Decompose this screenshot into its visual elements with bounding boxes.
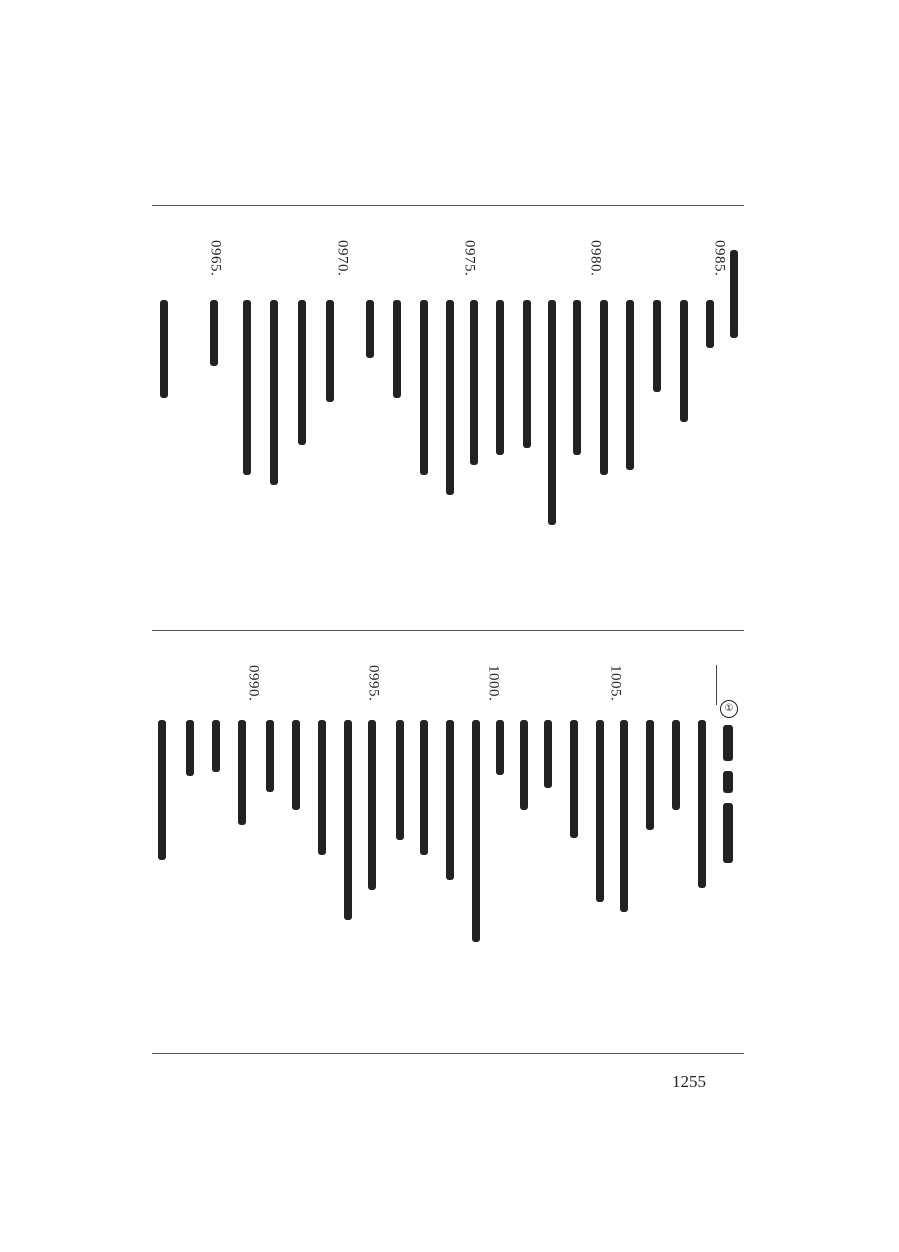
page-number: 1255 — [672, 1072, 706, 1091]
verse-0970 — [325, 240, 359, 290]
verse-0980 — [578, 240, 612, 290]
middle-rule — [152, 630, 744, 631]
verse-0975 — [452, 240, 486, 290]
verse-number: 1005. — [607, 665, 624, 702]
bottom-rule — [152, 1053, 744, 1054]
footnote-rule — [716, 665, 717, 705]
footnote-text — [723, 725, 733, 905]
verse-number: 0980. — [587, 240, 604, 277]
verse-number: 0975. — [461, 240, 478, 277]
verse-number: 0990. — [245, 665, 262, 702]
top-rule — [152, 205, 744, 206]
verse-1005 — [598, 665, 632, 715]
script-column — [202, 300, 236, 380]
verse-1000 — [476, 665, 510, 715]
script-column — [152, 300, 186, 380]
verse-number: 0965. — [207, 240, 224, 277]
verse-number: 0995. — [365, 665, 382, 702]
verse-number: 0970. — [334, 240, 351, 277]
verse-number: 1000. — [485, 665, 502, 702]
footnote-marker: ① — [720, 700, 738, 718]
verse-0990 — [236, 665, 270, 715]
verse-0995 — [356, 665, 390, 715]
verse-0965 — [198, 240, 232, 620]
verse-number: 0985. — [711, 240, 728, 277]
